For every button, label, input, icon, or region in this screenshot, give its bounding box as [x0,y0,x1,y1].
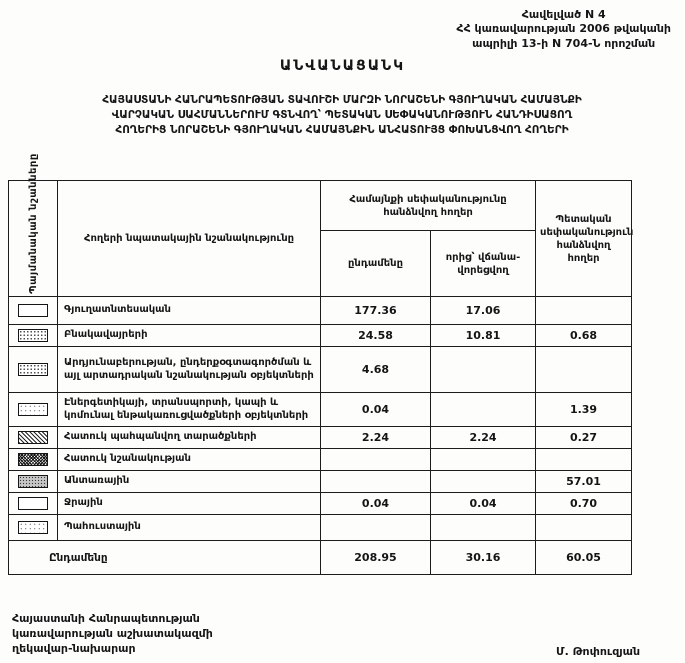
signature-name: Մ. Թոփուզյան [556,645,641,658]
row-label: Էներգետիկայի, տրանսպորտի, կապի և կոմունալ ենթակառուցվածքների օբյեկտների [58,393,321,427]
legend-swatch [18,431,48,444]
appendix-line-2: ՀՀ կառավարության 2006 թվականի [456,22,671,36]
page-title: ԱՆՎԱՆԱՑԱՆԿ [279,58,406,74]
legend-swatch [18,453,48,466]
table-row [9,347,632,393]
row-label: Պահուստային [58,515,321,541]
value-of-which [431,449,536,471]
column-header-purpose: Հողերի նպատակային նշանակությունը [58,181,321,297]
row-label: Բնակավայրերի [58,325,321,347]
table-row [9,449,632,471]
row-label: Հատուկ պահպանվող տարածքների [58,427,321,449]
value-state [536,297,632,325]
total-row-label: Ընդամենը [9,541,321,575]
column-header-of-which: որից՝ վճանավորեցվող [431,231,536,297]
value-state: 1.39 [536,393,632,427]
value-community-total [321,449,431,471]
legend-swatch [18,363,48,376]
value-state: 57.01 [536,471,632,493]
legend-swatch [18,329,48,342]
total-row [9,541,632,575]
table-row [9,493,632,515]
value-of-which: 0.04 [431,493,536,515]
value-of-which: 10.81 [431,325,536,347]
value-state [536,449,632,471]
legend-swatch [18,497,48,510]
appendix-block [456,8,671,51]
issuer-line-3: ղեկավար-նախարար [12,641,136,655]
value-community-total: 2.24 [321,427,431,449]
subtitle-line-2: ՎԱՐՉԱԿԱՆ ՍԱՀՄԱՆՆԵՐՈՒՄ ԳՏՆՎՈՂ՝ ՊԵՏԱԿԱՆ ՍԵՓԱԿԱՆՈՒԹՅՈՒՆ ՀԱՆԴԻՍԱՑՈՂ [111,109,573,122]
land-transfer-table [8,152,634,575]
column-header-community-group: Համայնքի սեփականությունը հանձնվող հողեր [321,181,536,231]
value-of-which [431,515,536,541]
appendix-line-3: ապրիլի 13-ի N 704-Ն որոշման [472,36,656,50]
legend-swatch [18,475,48,488]
value-community-total [321,515,431,541]
value-of-which: 17.06 [431,297,536,325]
table-row [9,471,632,493]
column-header-symbols [9,152,58,297]
table-row [9,515,632,541]
table-row [9,427,632,449]
row-label: Գյուղատնտեսական [58,297,321,325]
column-header-total: ընդամենը [321,231,431,297]
legend-swatch [18,304,48,317]
value-of-which [431,347,536,393]
table-row [9,393,632,427]
value-community-total [321,471,431,493]
total-state: 60.05 [536,541,632,575]
subtitle-line-3: ՀՈՂԵՐԻՑ ՆՈՐԱՇԵՆԻ ԳՅՈՒՂԱԿԱՆ ՀԱՄԱՅՆՔԻՆ ԱՆՀԱՏՈՒՅՑ ՓՈԽԱՆՑՎՈՂ ՀՈՂԵՐԻ [115,124,569,137]
row-label: Հատուկ նշանակության [58,449,321,471]
total-of-which: 30.16 [431,541,536,575]
row-label: Ջրային [58,493,321,515]
issuer-line-1: Հայաստանի Հանրապետության [12,612,200,625]
appendix-line-1: Հավելված N 4 [521,8,606,21]
value-community-total: 177.36 [321,297,431,325]
value-community-total: 4.68 [321,347,431,393]
issuer-block [12,612,213,657]
row-label: Անտառային [58,471,321,493]
value-community-total: 0.04 [321,493,431,515]
value-state: 0.68 [536,325,632,347]
row-label: Արդյունաբերության, ընդերքօգտագործման և այլ արտադրական նշանակության օբյեկտների [58,347,321,393]
table-row [9,297,632,325]
value-state [536,515,632,541]
table-row [9,325,632,347]
value-of-which [431,471,536,493]
column-header-state: Պետական սեփականություն հանձնվող հողեր [536,181,632,297]
value-state: 0.27 [536,427,632,449]
subtitle-line-1: ՀԱՅԱՍՏԱՆԻ ՀԱՆՐԱՊԵՏՈՒԹՅԱՆ ՏԱՎՈՒՇԻ ՄԱՐԶԻ ՆՈՐԱՇԵՆԻ ԳՅՈՒՂԱԿԱՆ ՀԱՄԱՅՆՔԻ [102,94,582,106]
column-header-symbols-text: Պայմանական նշանները [27,152,39,294]
document-subtitle [6,93,678,139]
issuer-line-2: կառավարության աշխատակազմի [12,626,213,640]
value-community-total: 0.04 [321,393,431,427]
legend-swatch [18,521,48,534]
total-community-total: 208.95 [321,541,431,575]
value-state: 0.70 [536,493,632,515]
value-community-total: 24.58 [321,325,431,347]
value-of-which [431,393,536,427]
legend-swatch [18,403,48,416]
value-of-which: 2.24 [431,427,536,449]
value-state [536,347,632,393]
